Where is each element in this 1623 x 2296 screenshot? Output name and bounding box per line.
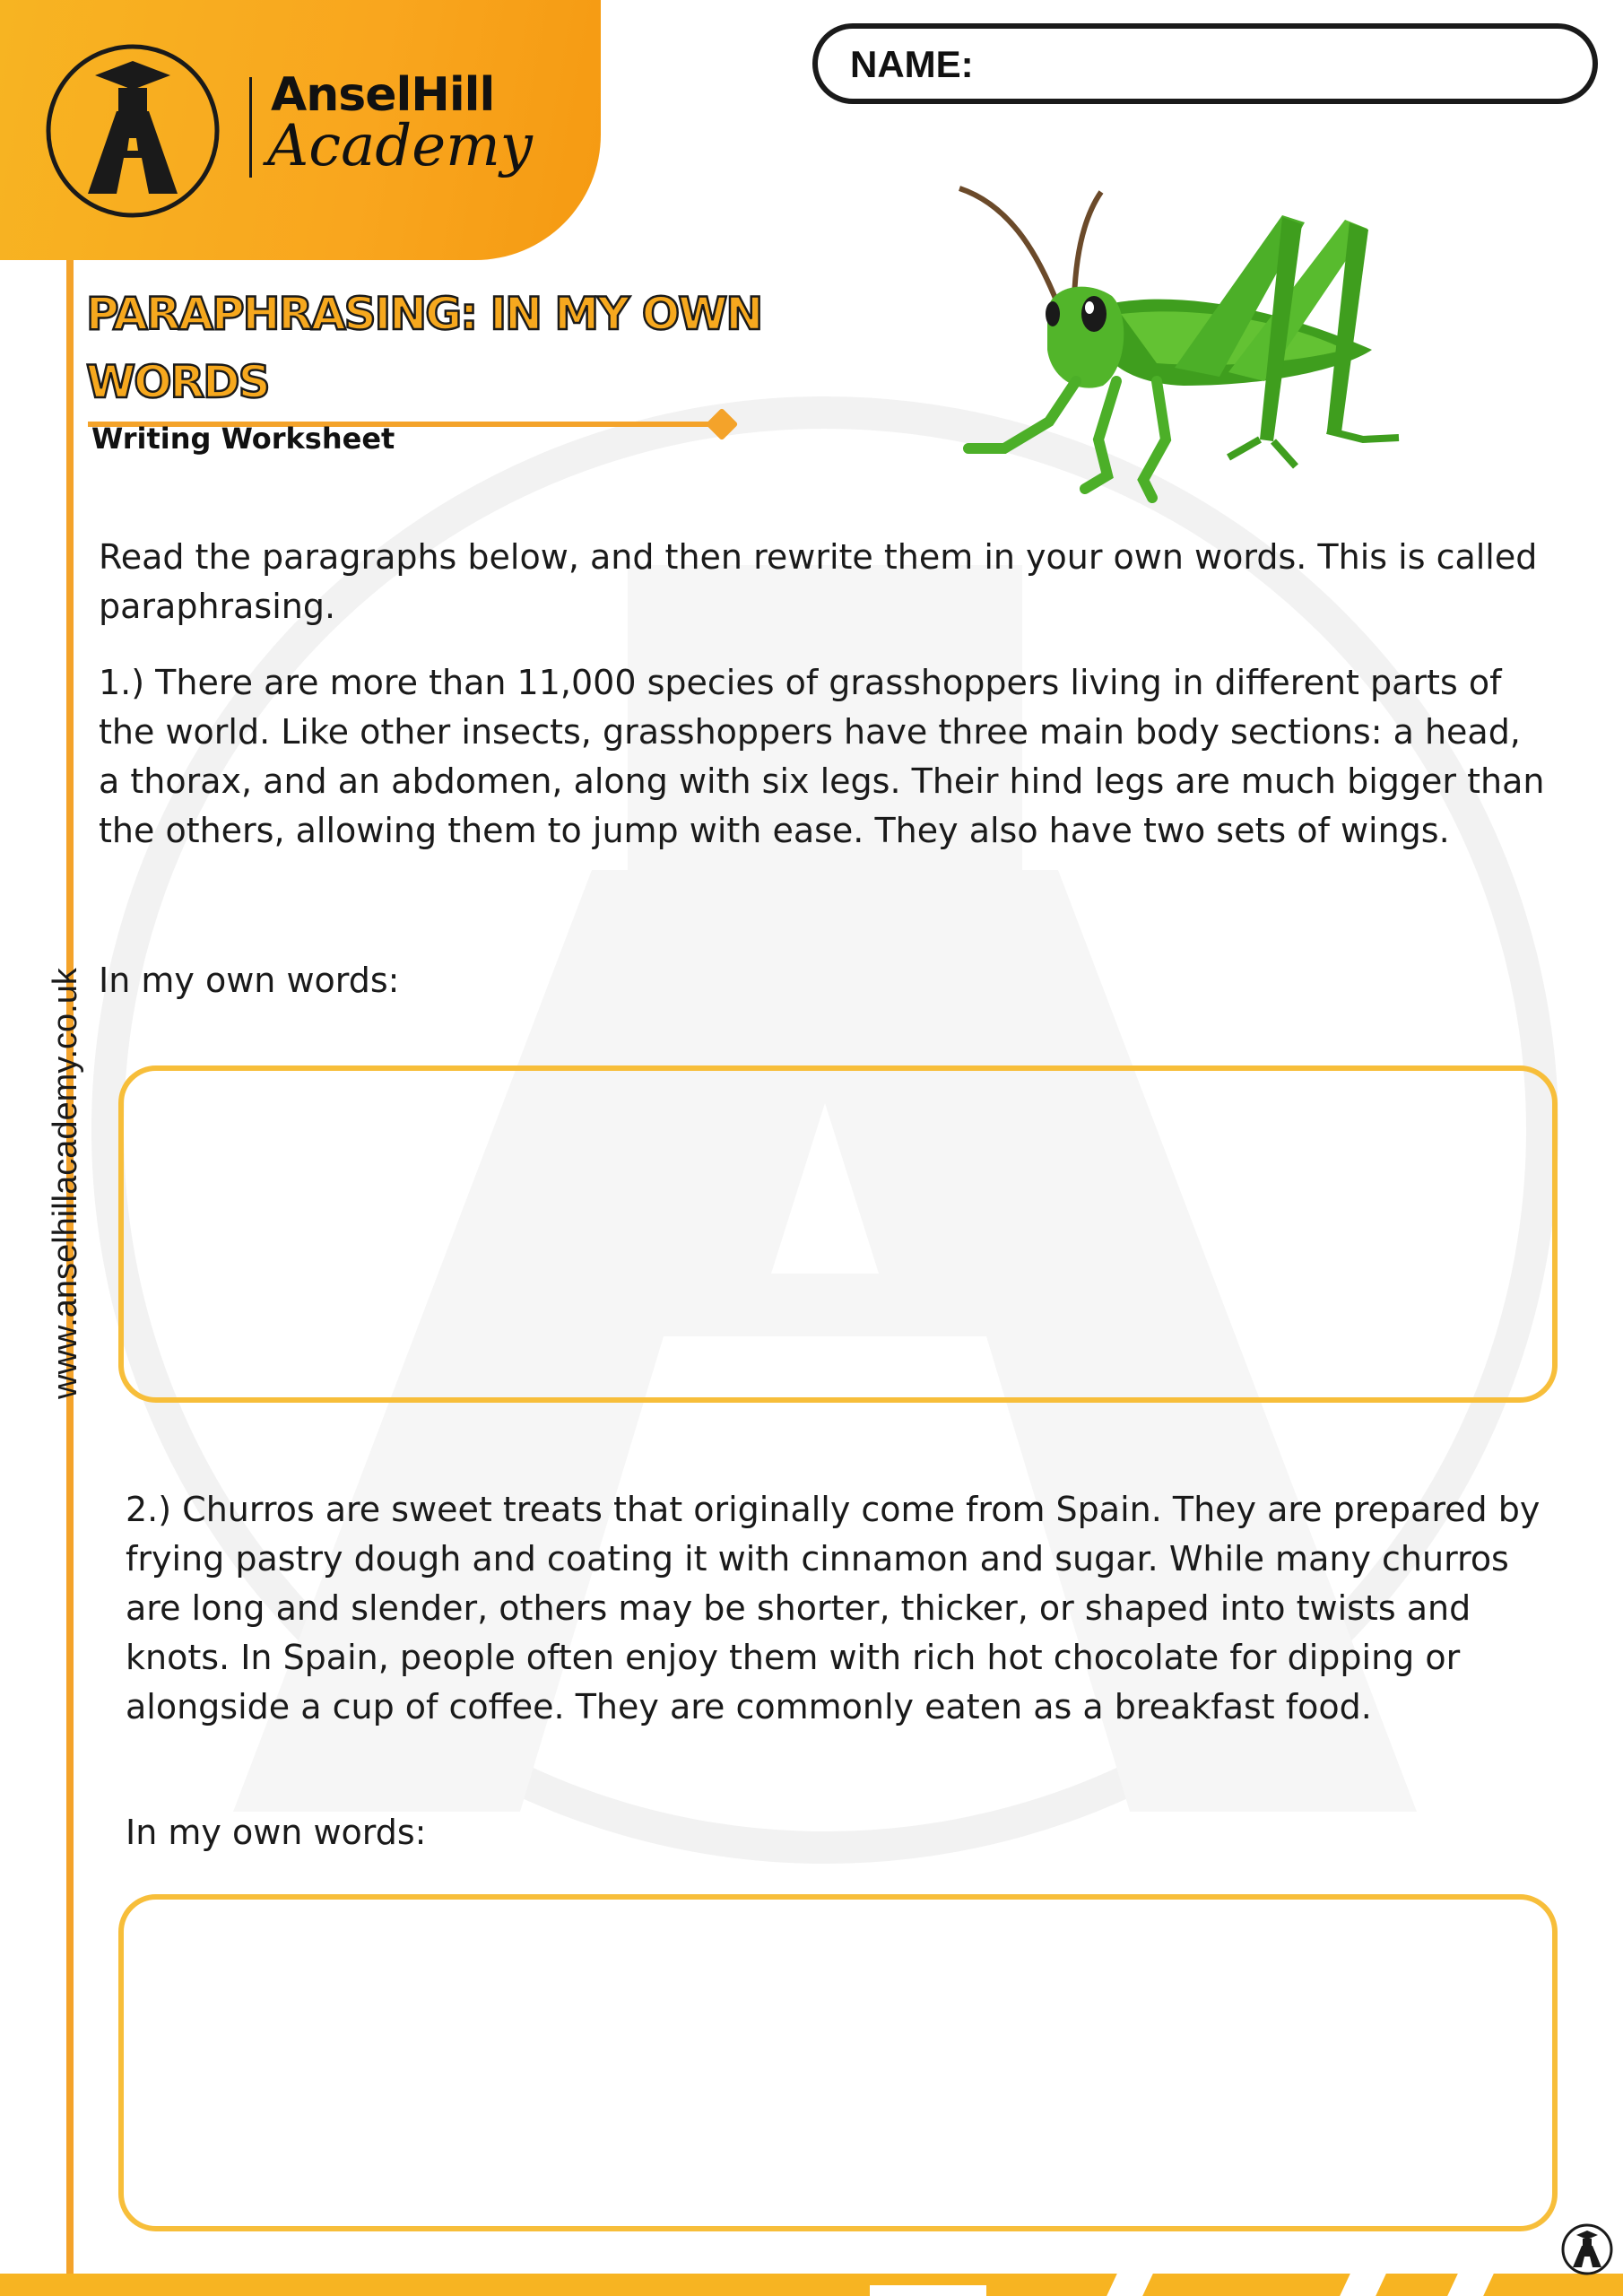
worksheet-title: PARAPHRASING: IN MY OWN WORDS (86, 288, 762, 408)
worksheet-subtitle: Writing Worksheet (91, 422, 395, 456)
corner-logo-icon (1560, 2222, 1614, 2276)
question-2-answer-box[interactable] (118, 1894, 1558, 2231)
instructions-text: Read the paragraphs below, and then rewrite them in your own words. This is called paraphrasing. (99, 537, 1538, 626)
brand-name: AnselHill (271, 68, 495, 122)
name-field[interactable] (812, 23, 1598, 104)
logo-divider (249, 77, 252, 178)
question-1-text: 1.) There are more than 11,000 species of grasshoppers living in different parts of the world. Like other insects, grasshoppers have three main body sections: a head, a thorax, and an abdomen, along with six legs. Their hind legs are much bigger than the others, allowing them to jump with ease. They also have two sets of wings. (99, 663, 1545, 850)
footer-bar-gap (870, 2285, 986, 2296)
name-label: NAME: (850, 43, 974, 85)
website-url: www.anselhillacademy.co.uk (47, 968, 84, 1399)
question-2-answer-label: In my own words: (126, 1813, 427, 1852)
brand-name-script: Academy (267, 113, 533, 179)
question-1-answer-box[interactable] (118, 1065, 1558, 1403)
header-banner (0, 0, 601, 260)
grasshopper-icon (950, 179, 1417, 511)
question-1-answer-label: In my own words: (99, 961, 400, 1000)
question-2-text: 2.) Churros are sweet treats that originally come from Spain. They are prepared by frying pastry dough and coating it with cinnamon and sugar. While many churros are long and slender, others may be shorter, thicker, or shaped into twists and knots. In Spain, people often enjoy them with rich hot chocolate for dipping or alongside a cup of coffee. They are commonly eaten as a breakfast food. (126, 1490, 1541, 1726)
academy-logo-icon (43, 41, 222, 221)
